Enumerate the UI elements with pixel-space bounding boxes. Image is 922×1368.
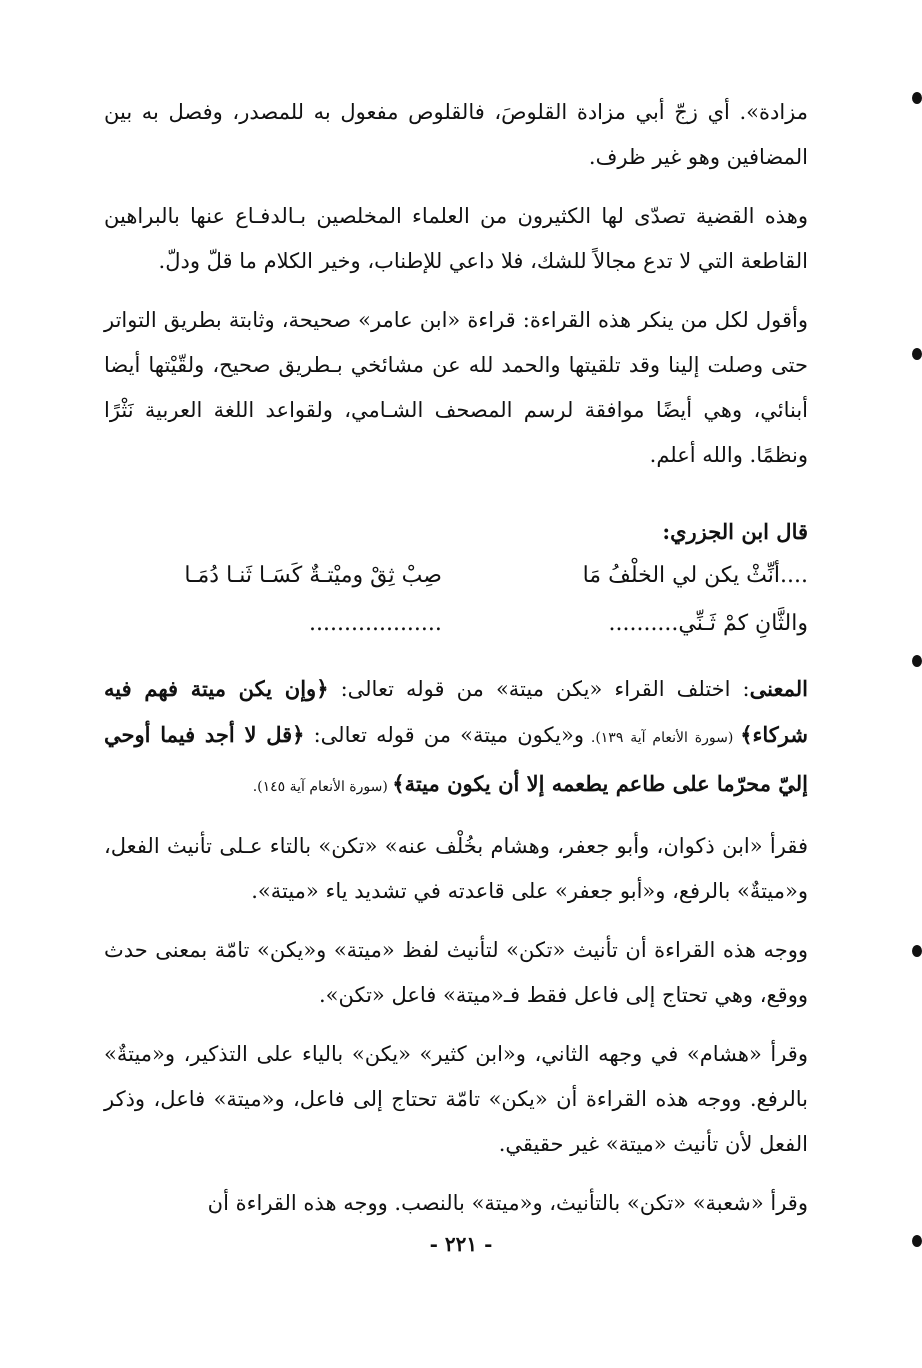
paragraph-2: وهذه القضية تصدّى لها الكثيرون من العلماء المخلصين بـالدفـاع عنها بالبراهين القاطعة التي لا تدع مجالاً للشك، فلا داعي للإطناب، وخير الكلام ما قلّ ودلّ. [104, 204, 808, 273]
edge-mark [912, 655, 922, 667]
meaning-text-b: و«يكون ميتة» من قوله تعالى: [304, 723, 584, 747]
verse-1-second-hemistich: صِبْ ثِقْ وميْتـةٌ كَسَـا ثَنـا دُمَـا [184, 563, 442, 588]
section-heading: قال ابن الجزري: [662, 519, 808, 544]
edge-mark [912, 1235, 922, 1247]
verse-line-1 [104, 552, 808, 600]
quran-quote-1: ﴿وإن يكن ميتة فهم فيه شركاء﴾ [104, 676, 808, 747]
quran-ref-1: (سورة الأنعام آية ١٣٩). [583, 730, 741, 746]
paragraph-8: وقرأ «شعبة» «تكن» بالتأنيث، و«ميتة» بالنصب. ووجه هذه القراءة أن [207, 1191, 808, 1215]
paragraph-meaning [104, 666, 808, 810]
edge-mark [912, 92, 922, 104]
quran-quote-2: ﴿قل لا أجد فيما أوحي إليّ محرّما على طاعم يطعمه إلا أن يكون ميتة﴾ [104, 722, 808, 796]
paragraph-6: ووجه هذه القراءة أن تأنيث «تكن» لتأنيث لفظ «ميتة» و«يكن» تامّة بمعنى حدث ووقع، وهي تحتاج إلى فاعل فقط فـ«ميتة» فاعل «تكن». [104, 938, 808, 1007]
meaning-text-a: : اختلف القراء «يكن ميتة» من قوله تعالى: [328, 677, 750, 701]
edge-mark [912, 348, 922, 360]
paragraph-7: وقرأ «هشام» في وجهه الثاني، و«ابن كثير» «يكن» بالياء على التذكير، و«ميتةٌ» بالرفع. ووجه هذه القراءة أن «يكن» تامّة تحتاج إلى فاعل، و«ميتة» فاعل، وذكر الفعل لأن تأنيث «ميتة» غير حقيقي. [104, 1042, 808, 1156]
edge-mark [912, 945, 922, 957]
paragraph-1: مزادة». أي زجّ أبي مزادة القلوصَ، فالقلوص مفعول به للمصدر، وفصل به بين المضافين وهو غير ظرف. [104, 100, 808, 169]
paragraph-3: وأقول لكل من ينكر هذه القراءة: قراءة «ابن عامر» صحيحة، وثابتة بطريق التواتر حتى وصلت إلينا وقد تلقيتها والحمد لله عن مشائخي بـطريق صحيح، ولقّيْتها أيضا أبنائي، وهي أيضًا موافقة لرسم المصحف الشـامي، ولقواعد اللغة العربية نَثْرًا ونظمًا. والله أعلم. [104, 308, 808, 467]
page-body [104, 90, 808, 1240]
verse-2-second-hemistich: ................... [309, 611, 442, 636]
verse-line-2 [104, 600, 808, 648]
quran-ref-2: (سورة الأنعام آية ١٤٥). [252, 779, 393, 795]
meaning-label: المعنى [749, 676, 808, 701]
verse-2-first-hemistich: والثَّانِ كمْ ثَـنِّي.......... [608, 611, 808, 636]
page-number: - ٢٢١ - [429, 1232, 493, 1256]
verse-1-first-hemistich: ....أنِّثْ يكن لي الخلْفُ مَا [582, 563, 808, 588]
paragraph-5: فقرأ «ابن ذكوان، وأبو جعفر، وهشام بخُلْف عنه» «تكن» بالتاء عـلى تأنيث الفعل، و«ميتةٌ» بالرفع، و«أبو جعفر» على قاعدته في تشديد ياء «ميتة». [104, 834, 808, 903]
